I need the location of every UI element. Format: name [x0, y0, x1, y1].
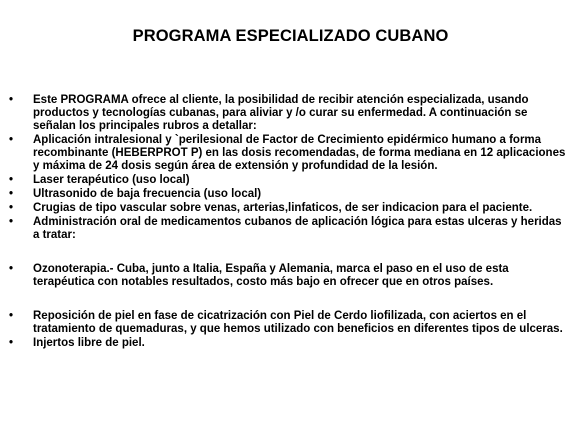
bullet-icon: • [9, 174, 14, 186]
list-item [0, 310, 581, 336]
list-item-text: Ultrasonido de baja frecuencia (uso local) [33, 188, 262, 200]
bullet-icon: • [9, 337, 14, 349]
list-item-text: Crugias de tipo vascular sobre venas, arterias,linfaticos, de ser indicacion para el paciente. [33, 202, 533, 214]
bullet-icon: • [9, 216, 14, 228]
list-item-text: Laser terapéutico (uso local) [33, 174, 190, 186]
bullet-icon: • [9, 310, 14, 322]
list-item [0, 263, 581, 289]
list-item [0, 174, 581, 187]
list-item [0, 188, 581, 201]
list-item [0, 337, 581, 350]
list-item-text: Reposición de piel en fase de cicatrización con Piel de Cerdo liofilizada, con aciertos en el tratamiento de quemaduras, y que hemos utilizado con beneficios en diferentes tipos de ulceras. [33, 310, 563, 335]
bullet-icon: • [9, 263, 14, 275]
slide-title: PROGRAMA ESPECIALIZADO CUBANO [132, 27, 449, 45]
bullet-icon: • [9, 202, 14, 214]
list-item [0, 216, 581, 242]
list-item [0, 202, 581, 215]
list-item-text: Administración oral de medicamentos cubanos de aplicación lógica para estas ulceras y heridas a tratar: [33, 216, 562, 241]
list-item [0, 94, 581, 133]
bullet-icon: • [9, 94, 14, 106]
list-item [0, 134, 581, 173]
bullet-list [0, 94, 581, 350]
bullet-icon: • [9, 188, 14, 200]
list-item-text: Este PROGRAMA ofrece al cliente, la posibilidad de recibir atención especializada, usando productos y tecnologías cubanas, para aliviar y /o curar su enfermedad. A continuación se señalan los principales rubros a detallar: [33, 94, 529, 132]
list-item-text: Injertos libre de piel. [33, 337, 145, 349]
list-item-text: Aplicación intralesional y `perilesional de Factor de Crecimiento epidérmico humano a forma recombinante (HEBERPROT P) en las dosis recomendadas, de forma mediana en 12 aplicaciones y máxima de 24 dosis según área de extensión y profundidad de la lesión. [33, 134, 566, 172]
list-item-text: Ozonoterapia.- Cuba, junto a Italia, España y Alemania, marca el paso en el uso de esta terapéutica con notables resultados, costo más bajo en ofrecer que en otros países. [33, 263, 509, 288]
bullet-icon: • [9, 134, 14, 146]
